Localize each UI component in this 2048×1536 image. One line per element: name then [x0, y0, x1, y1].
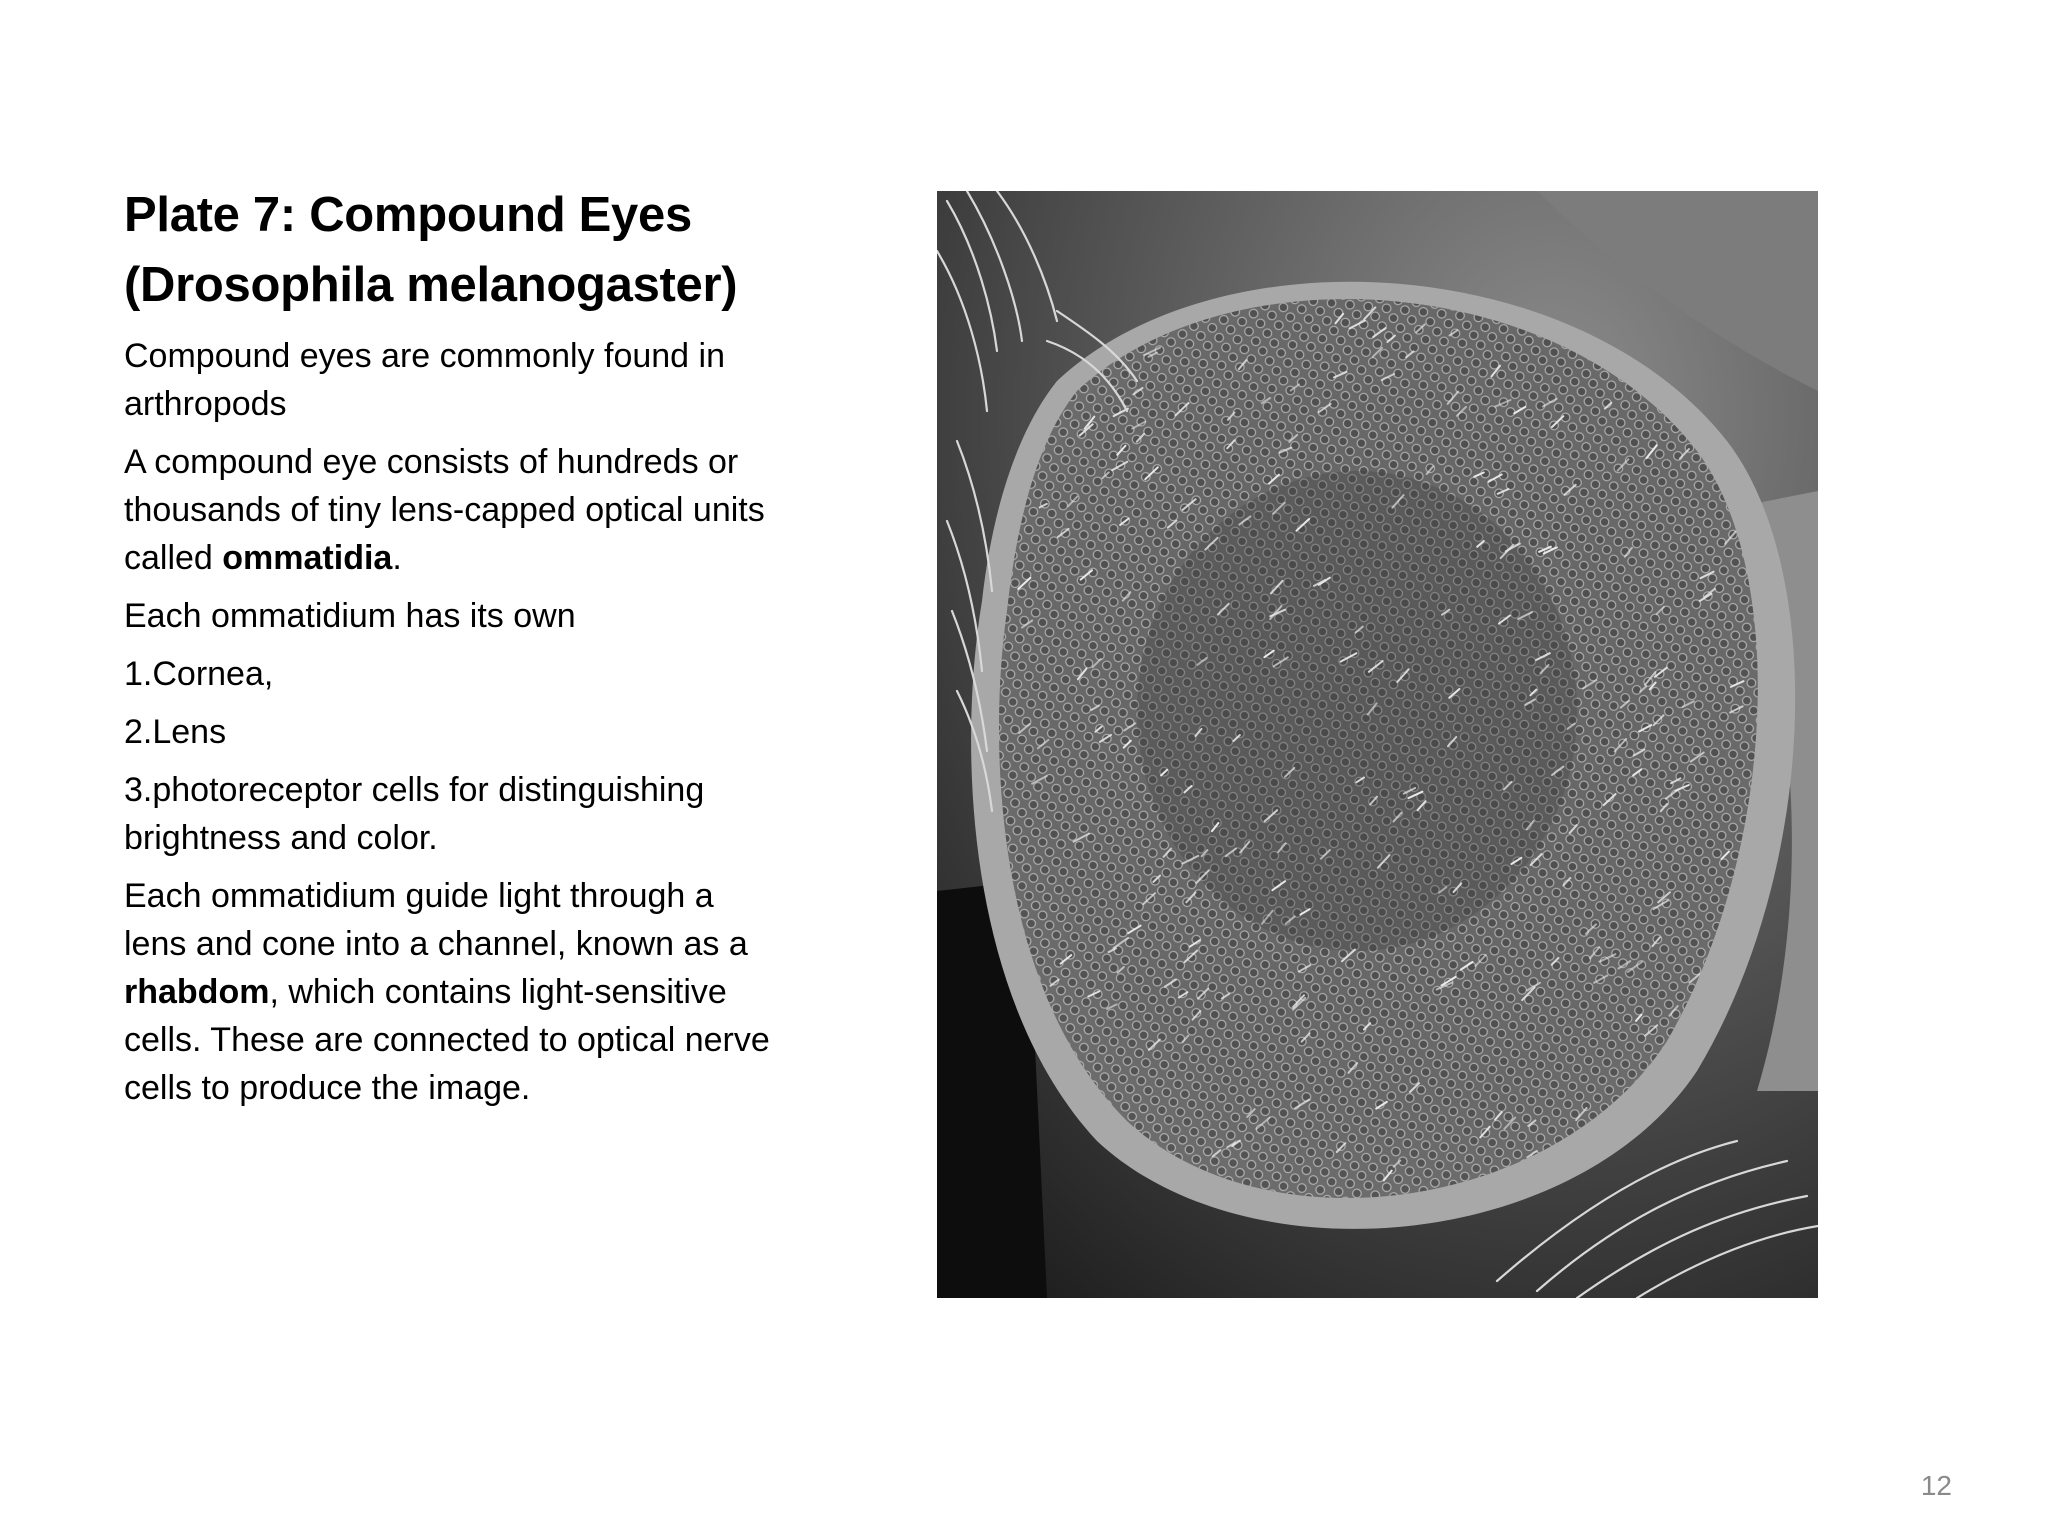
term-rhabdom: rhabdom	[124, 973, 270, 1011]
list-item-photoreceptor: 3.photoreceptor cells for distinguishing brightness and color.	[124, 771, 705, 857]
page-number: 12	[1920, 1470, 1952, 1501]
paragraph-rhabdom-text: Each ommatidium guide light through a lens and cone into a channel, known as a	[124, 877, 748, 963]
list-item-cornea: 1.Cornea,	[124, 655, 274, 693]
title-line-2: (Drosophila melanogaster)	[124, 258, 738, 312]
paragraph-ommatidia	[124, 438, 784, 582]
paragraph-rhabdom	[124, 872, 784, 1112]
compound-eye-image	[937, 191, 1818, 1298]
paragraph-each-has: Each ommatidium has its own	[124, 597, 576, 635]
title-line-1: Plate 7: Compound Eyes	[124, 188, 692, 242]
slide-title	[124, 180, 784, 320]
paragraph-rhabdom-end: , which contains light-sensitive cells. These are connected to optical nerve cells to produce the image.	[124, 973, 770, 1107]
paragraph-arthropods: Compound eyes are commonly found in arthropods	[124, 337, 725, 423]
term-ommatidia: ommatidia	[222, 539, 393, 577]
text-column	[124, 180, 784, 1122]
compound-eye-micrograph	[937, 191, 1818, 1298]
paragraph-ommatidia-text: A compound eye consists of hundreds or thousands of tiny lens-capped optical units called	[124, 443, 765, 577]
list-item-lens: 2.Lens	[124, 713, 227, 751]
paragraph-ommatidia-end: .	[392, 539, 402, 577]
